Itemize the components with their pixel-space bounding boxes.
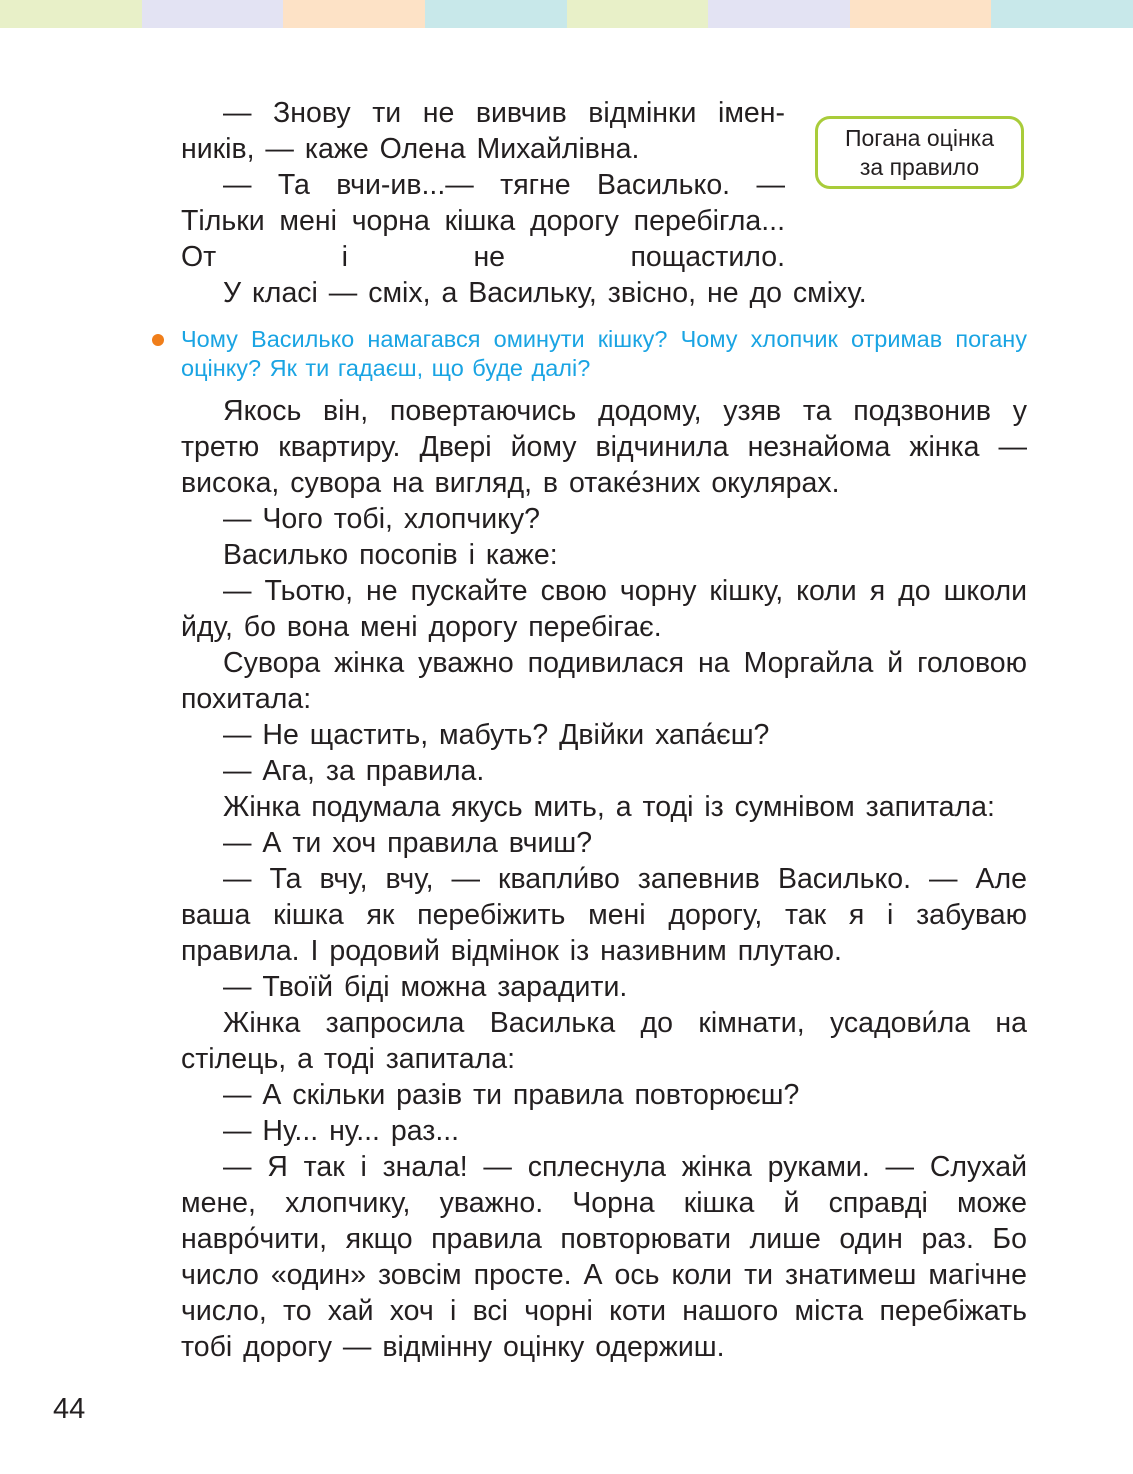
discussion-question	[181, 325, 1027, 383]
paragraph: — Та вчу, вчу, — квапли́во запевнив Василько. — Але ваша кішка як перебіжить мені дорогу, так я і забуваю правила. І родовий відмінок із називним плутаю.	[181, 863, 1027, 967]
page-number: 44	[53, 1393, 86, 1425]
intro-block	[181, 95, 785, 275]
top-bar-segment	[991, 0, 1133, 28]
story-text	[181, 95, 1027, 1365]
top-bar-segment	[142, 0, 284, 28]
paragraph: — Знову ти не вивчив відмінки іменників, — каже Олена Михайлівна.	[181, 97, 785, 165]
orange-bullet-icon	[152, 334, 164, 346]
paragraph: — Не щастить, мабуть? Двійки хапа́єш?	[223, 719, 770, 751]
paragraph: Якось він, повертаючись додому, узяв та подзвонив у третю квартиру. Двері йому відчинила незнайома жінка — висока, сувора на вигляд, в отаке́зних окулярах.	[181, 395, 1027, 499]
question-text: Чому Василько намагався оминути кішку? Чому хлопчик отримав погану оцінку? Як ти гадаєш, що буде далі?	[181, 326, 1027, 381]
decorative-top-color-bar	[0, 0, 1133, 28]
margin-note-line-2: за правило	[859, 153, 980, 180]
top-bar-segment	[0, 0, 142, 28]
top-bar-segment	[283, 0, 425, 28]
top-bar-segment	[425, 0, 567, 28]
paragraph: — Я так і знала! — сплеснула жінка руками. — Слухай мене, хлопчику, уважно. Чорна кішка й справді може навро́чити, якщо правила повторювати лише один раз. Бо число «один» зовсім просте. А ось коли ти знатимеш магічне число, то хай хоч і всі чорні коти нашого міста перебіжать тобі дорогу — відмінну оцінку одержиш.	[181, 1151, 1027, 1363]
paragraph: — Та вчи-ив...— тягне Василько. — Тільки мені чорна кішка дорогу перебігла... От і не пощастило.	[181, 169, 785, 273]
paragraph: — Ну... ну... раз...	[223, 1115, 460, 1147]
paragraph: — А ти хоч правила вчиш?	[223, 827, 593, 859]
paragraph: Жінка запросила Василька до кімнати, усадови́ла на стілець, а тоді запитала:	[181, 1007, 1027, 1075]
top-bar-segment	[567, 0, 709, 28]
top-bar-segment	[708, 0, 850, 28]
paragraph: — Тьотю, не пускайте свою чорну кішку, коли я до школи йду, бо вона мені дорогу перебігає.	[181, 575, 1027, 643]
paragraph: — А скільки разів ти правила повторюєш?	[223, 1079, 800, 1111]
paragraph: — Чого тобі, хлопчику?	[223, 503, 541, 535]
paragraph: — Ага, за правила.	[223, 755, 485, 787]
paragraph: — Твоїй біді можна зарадити.	[223, 971, 628, 1003]
story-block	[181, 393, 1027, 1365]
paragraph: Сувора жінка уважно подивилася на Моргайла й головою похитала:	[181, 647, 1027, 715]
margin-note-line-1: Погана оцінка	[844, 124, 995, 151]
paragraph: Жінка подумала якусь мить, а тоді із сумнівом запитала:	[223, 791, 995, 823]
paragraph: Василько посопів і каже:	[223, 539, 558, 571]
paragraph: У класі — сміх, а Васильку, звісно, не до сміху.	[223, 277, 867, 309]
top-bar-segment	[850, 0, 992, 28]
